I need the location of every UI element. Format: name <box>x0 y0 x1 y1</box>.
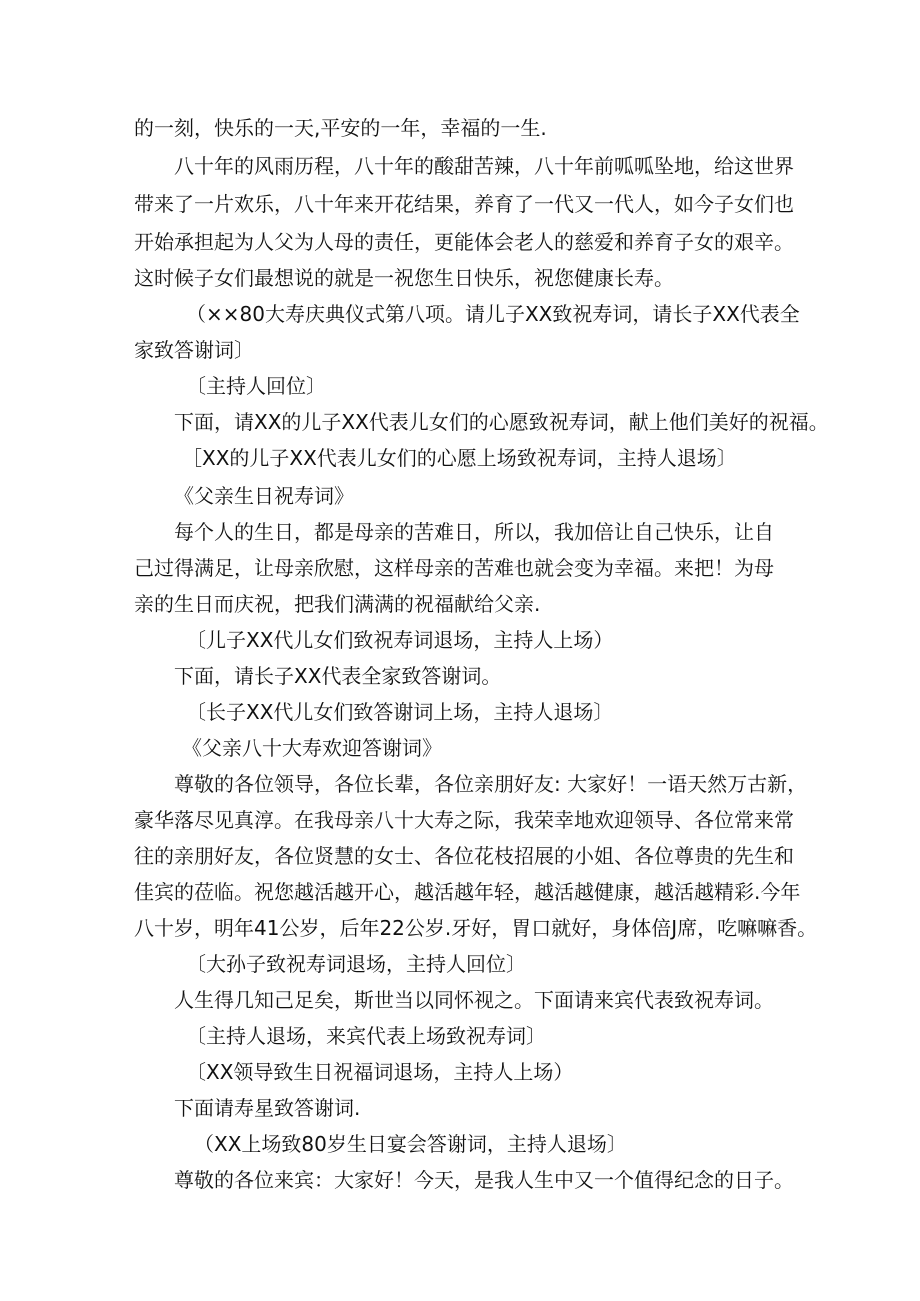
text-line: 尊敬的各位领导，各位长辈，各位亲朋好友: 大家好！一语天然万古新， <box>174 772 808 796</box>
text-line: 每个人的生日，都是母亲的苦难日，所以，我加倍让自己快乐，让自 <box>174 520 774 544</box>
text-line: 〔主持人回位〕 <box>186 374 326 398</box>
text-line: 豪华落尽见真淳。在我母亲八十大寿之际，我荣幸地欢迎领导、各位常来常 <box>134 808 794 832</box>
text-line: 开始承担起为人父为人母的责任，更能体会老人的慈爱和养育子女的艰辛。 <box>134 230 794 254</box>
text-line: 的一刻，快乐的一天,平安的一年，幸福的一生. <box>134 116 547 140</box>
text-line: 己过得满足，让母亲欣慰，这样母亲的苦难也就会变为幸福。来把！为母 <box>134 556 774 580</box>
text-line: 八十年的风雨历程，八十年的酸甜苦辣，八十年前呱呱坠地，给这世界 <box>174 154 794 178</box>
text-line: 带来了一片欢乐，八十年来开花结果，养育了一代又一代人，如今子女们也 <box>134 192 794 216</box>
text-line: 下面，请XX的儿子XX代表儿女们的心愿致祝寿词，献上他们美好的祝福。 <box>174 410 829 434</box>
text-line: 往的亲朋好友，各位贤慧的女士、各位花枝招展的小姐、各位尊贵的先生和 <box>134 844 794 868</box>
text-line: 这时候子女们最想说的就是一祝您生日快乐，祝您健康长寿。 <box>134 266 674 290</box>
text-line: 家致答谢词〕 <box>134 338 254 362</box>
text-line: 八十岁，明年41公岁，后年22公岁.牙好，胃口就好，身体倍J席，吃嘛嘛香。 <box>134 916 818 940</box>
text-line: 〔大孙子致祝寿词退场，主持人回位〕 <box>186 952 526 976</box>
text-line: （××80大寿庆典仪式第八项。请儿子XX致祝寿词，请长子XX代表全 <box>186 302 800 326</box>
text-line: 人生得几知己足矣，斯世当以同怀视之。下面请来宾代表致祝寿词。 <box>174 988 774 1012</box>
text-line: 尊敬的各位来宾：大家好！今天，是我人生中又一个值得纪念的日子。 <box>174 1168 794 1192</box>
text-line: 《父亲八十大寿欢迎答谢词》 <box>182 736 442 760</box>
text-line: 下面，请长子XX代表全家致答谢词。 <box>174 664 502 688</box>
text-line: 〔儿子XX代儿女们致祝寿词退场，主持人上场） <box>186 628 614 652</box>
text-line: 佳宾的莅临。祝您越活越开心，越活越年轻，越活越健康，越活越精彩.今年 <box>134 880 801 904</box>
text-line: 〔长子XX代儿女们致答谢词上场，主持人退场〕 <box>186 700 614 724</box>
text-line: 〔XX领导致生日祝福词退场，主持人上场） <box>186 1060 574 1084</box>
text-line: 《父亲生日祝寿词》 <box>174 484 354 508</box>
text-line: 〔主持人退场，来宾代表上场致祝寿词〕 <box>186 1024 546 1048</box>
text-line: （XX上场致80岁生日宴会答谢词，主持人退场〕 <box>194 1132 627 1156</box>
text-line: 亲的生日而庆祝，把我们满满的祝福献给父亲. <box>134 592 541 616</box>
text-line: 下面请寿星致答谢词. <box>174 1096 361 1120</box>
text-line: ［XX的儿子XX代表儿女们的心愿上场致祝寿词，主持人退场〕 <box>182 446 737 470</box>
